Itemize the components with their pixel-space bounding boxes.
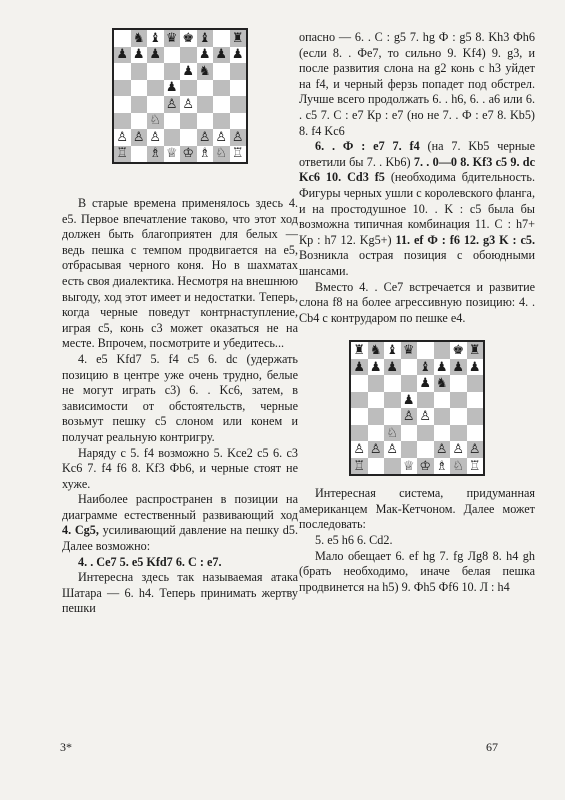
- board-square: [417, 425, 434, 442]
- board-square: ♖: [351, 458, 368, 475]
- move-line: [62, 555, 298, 571]
- board-square: ♗: [147, 146, 164, 163]
- board-square: [368, 425, 385, 442]
- board-square: [401, 359, 418, 376]
- paragraph: [299, 139, 535, 279]
- board-square: [467, 392, 484, 409]
- board-square: ♝: [386, 343, 399, 359]
- board-square: ♙: [230, 129, 247, 146]
- board-square: [164, 47, 181, 64]
- chess-diagram-2-wrap: [299, 340, 535, 476]
- board-square: ♙: [419, 409, 432, 425]
- board-square: ♙: [452, 442, 465, 458]
- board-square: ♚: [452, 343, 465, 359]
- board-square: ♙: [368, 441, 385, 458]
- board-square: [351, 375, 368, 392]
- board-square: [147, 63, 164, 80]
- board-square: [213, 113, 230, 130]
- board-square: ♛: [164, 30, 181, 47]
- board-square: ♙: [467, 441, 484, 458]
- board-square: [417, 342, 434, 359]
- board-square: ♙: [401, 408, 418, 425]
- board-square: [131, 80, 148, 97]
- chess-diagram-2: [349, 340, 485, 476]
- board-square: [180, 47, 197, 64]
- board-square: ♔: [180, 146, 197, 163]
- text-run: Наиболее распространен в позиции на диаграмме естественный развивающий ход: [62, 492, 298, 522]
- board-square: ♟: [369, 359, 382, 375]
- board-square: [131, 96, 148, 113]
- board-square: [467, 425, 484, 442]
- text-run: Возникла острая позиция с обоюдными шансами.: [299, 248, 535, 278]
- text-run: (необходима бдительность. Фигуры черных ушли с королевского фланга, и на простодушное 10. . K : c5 была бы возможна типичная комбинация 11. C : h7+ Кр : h7 12. Kg5+): [299, 170, 535, 247]
- board-square: ♙: [386, 442, 399, 458]
- board-square: ♟: [198, 47, 211, 63]
- board-square: ♛: [401, 342, 418, 359]
- paragraph: Мало обещает 6. ef hg 7. fg Лg8 8. h4 gh (брать необходимо, иначе белая пешка продвинется на h5) 9. Фh5 Фf6 10. Л : h4: [299, 548, 535, 594]
- paragraph: Интересная система, придуманная американцем Мак-Кетчоном. Далее может последовать:: [299, 486, 535, 532]
- board-square: [213, 30, 230, 47]
- board-square: [467, 408, 484, 425]
- board-square: ♟: [450, 359, 467, 376]
- board-square: ♙: [116, 129, 129, 145]
- board-square: ♙: [434, 441, 451, 458]
- board-square: ♘: [384, 425, 401, 442]
- move-bold: 11. ef Ф : f6 12. g3 K : c5.: [395, 232, 536, 247]
- board-square: [450, 408, 467, 425]
- chess-diagram-1: [112, 28, 248, 164]
- board-square: [147, 80, 164, 97]
- board-square: ♟: [147, 47, 164, 64]
- board-square: [401, 425, 418, 442]
- board-square: [434, 392, 451, 409]
- board-square: [114, 80, 131, 97]
- board-square: [197, 80, 214, 97]
- board-square: ♟: [435, 359, 448, 375]
- move-line: 5. e5 h6 6. Cd2.: [315, 533, 393, 548]
- board-square: ♘: [147, 113, 164, 130]
- board-square: ♚: [182, 30, 195, 46]
- paragraph: Вместо 4. . Ce7 встречается и развитие слона f8 на более агрессивную позицию: 4. . Cb4 с контрударом по пешке e4.: [299, 279, 535, 325]
- chess-diagram-1-wrap: [62, 28, 298, 164]
- board-square: ♕: [165, 146, 178, 162]
- signature-mark: 3*: [60, 740, 72, 754]
- board-square: [351, 425, 368, 442]
- board-square: ♜: [353, 343, 366, 359]
- paragraph: [62, 492, 298, 554]
- board-square: [230, 113, 247, 130]
- board-square: ♙: [215, 129, 228, 145]
- board-square: ♟: [231, 47, 244, 63]
- paragraph: опасно — 6. . C : g5 7. hg Ф : g5 8. Kh3 Фh6 (если 8. . Фe7, то сильно 9. Kf4) 9. g3, и после развития слона на g2 конь с h3 уйдет на f4, и черный ферзь попадет под обстрел. Лучше всего продолжать 6. . h6, 6. . a6 или 6. . c5 7. C : e7 Кр : e7 (но не 7. . Ф : e7 8. Kb5) 8. f4 Kc6: [299, 30, 535, 138]
- board-square: [114, 30, 131, 47]
- board-square: [180, 80, 197, 97]
- board-square: [147, 96, 164, 113]
- board-square: ♙: [197, 129, 214, 146]
- board-square: [401, 375, 418, 392]
- left-column: [62, 0, 298, 617]
- board-square: [114, 96, 131, 113]
- board-square: ♙: [131, 129, 148, 146]
- board-square: ♙: [149, 129, 162, 145]
- board-square: [434, 408, 451, 425]
- board-square: ♞: [368, 342, 385, 359]
- board-square: [180, 113, 197, 130]
- board-square: ♟: [351, 359, 368, 376]
- board-square: [351, 408, 368, 425]
- board-square: ♟: [402, 392, 415, 408]
- board-square: [384, 392, 401, 409]
- text-run: (на 7. Kb5 черные ответили бы 7. . Kb6): [299, 139, 536, 169]
- board-square: [368, 408, 385, 425]
- board-square: ♗: [198, 146, 211, 162]
- board-square: [417, 392, 434, 409]
- board-square: ♖: [231, 146, 244, 162]
- board-square: ♟: [213, 47, 230, 64]
- move-bold: 4. . Ce7 5. e5 Kfd7 6. C : e7.: [78, 554, 222, 569]
- board-square: ♝: [417, 359, 434, 376]
- board-square: [131, 63, 148, 80]
- board-square: [450, 425, 467, 442]
- board-square: [368, 375, 385, 392]
- board-square: ♟: [419, 376, 432, 392]
- move-bold: 6. . Ф : e7 7. f4: [315, 139, 420, 154]
- board-square: [131, 113, 148, 130]
- board-square: [417, 441, 434, 458]
- board-square: ♙: [182, 96, 195, 112]
- board-square: ♟: [114, 47, 131, 64]
- board-square: [213, 96, 230, 113]
- board-square: [230, 80, 247, 97]
- board-square: ♜: [230, 30, 247, 47]
- board-square: [213, 80, 230, 97]
- board-square: [197, 113, 214, 130]
- board-square: [164, 129, 181, 146]
- board-square: ♞: [434, 375, 451, 392]
- board-square: ♘: [450, 458, 467, 475]
- paragraph: 4. e5 Kfd7 5. f4 c5 6. dc (удержать позицию в центре уже очень трудно, белые не могут играть c3) 6. . Kc6, затем, в зависимости от обстоятельств, черные возьмут пешку c5 слоном или конем и получат реальную контригру.: [62, 351, 298, 444]
- board-square: ♞: [131, 30, 148, 47]
- board-square: [114, 63, 131, 80]
- board-square: ♟: [384, 359, 401, 376]
- board-square: [368, 458, 385, 475]
- paragraph: Наряду с 5. f4 возможно 5. Kce2 c5 6. c3 Kc6 7. f4 f6 8. Kf3 Фb6, и черные стоят не хуже.: [62, 445, 298, 491]
- board-square: ♟: [165, 80, 178, 96]
- board-square: [230, 63, 247, 80]
- board-square: [213, 63, 230, 80]
- board-square: ♙: [353, 442, 366, 458]
- board-square: ♕: [402, 458, 415, 474]
- board-square: [384, 375, 401, 392]
- board-square: [131, 146, 148, 163]
- board-square: [434, 425, 451, 442]
- board-square: [114, 113, 131, 130]
- text-run: усиливающий давление на пешку d5. Далее возможно:: [62, 523, 298, 554]
- board-square: ♖: [114, 146, 131, 163]
- move-bold: 4. Cg5,: [62, 523, 99, 538]
- board-square: [384, 458, 401, 475]
- board-square: ♗: [435, 458, 448, 474]
- board-square: ♜: [467, 342, 484, 359]
- paragraph: Интересна здесь так называемая атака Шатара — 6. h4. Теперь принимать жертву пешки: [62, 570, 298, 616]
- board-square: [384, 408, 401, 425]
- board-square: ♟: [468, 359, 481, 375]
- board-square: ♞: [197, 63, 214, 80]
- board-square: [450, 375, 467, 392]
- board-square: ♝: [149, 30, 162, 46]
- board-square: [351, 392, 368, 409]
- board-square: [467, 375, 484, 392]
- move-bold: 7. . 0—0 8. Kf3 c5 9. dc Kc6 10. Cd3 f5: [299, 154, 535, 185]
- right-column: [299, 0, 535, 595]
- board-square: ♝: [197, 30, 214, 47]
- paragraph: В старые времена применялось здесь 4. e5. Первое впечатление таково, что этот ход должен быть благоприятен для белых — ведь пешка с темпом продвигается на e5, отбрасывая черного коня. Но в шахматах есть своя диалектика. Несмотря на внешнюю выгоду, ход этот имеет и недостатки. Теперь, когда черные поведут контрнаступление, играя c5, конь c3 может оказаться не на месте. Впрочем, посмотрите и убедитесь...: [62, 196, 298, 351]
- page-number: 67: [486, 740, 498, 754]
- board-square: ♟: [132, 47, 145, 63]
- board-square: ♘: [213, 146, 230, 163]
- board-square: [368, 392, 385, 409]
- board-square: [197, 96, 214, 113]
- board-square: [450, 392, 467, 409]
- board-square: ♟: [182, 63, 195, 79]
- board-square: [164, 63, 181, 80]
- board-square: [230, 96, 247, 113]
- board-square: ♔: [417, 458, 434, 475]
- board-square: [180, 129, 197, 146]
- board-square: [401, 441, 418, 458]
- board-square: [164, 113, 181, 130]
- board-square: ♖: [468, 458, 481, 474]
- board-square: ♙: [164, 96, 181, 113]
- board-square: [434, 342, 451, 359]
